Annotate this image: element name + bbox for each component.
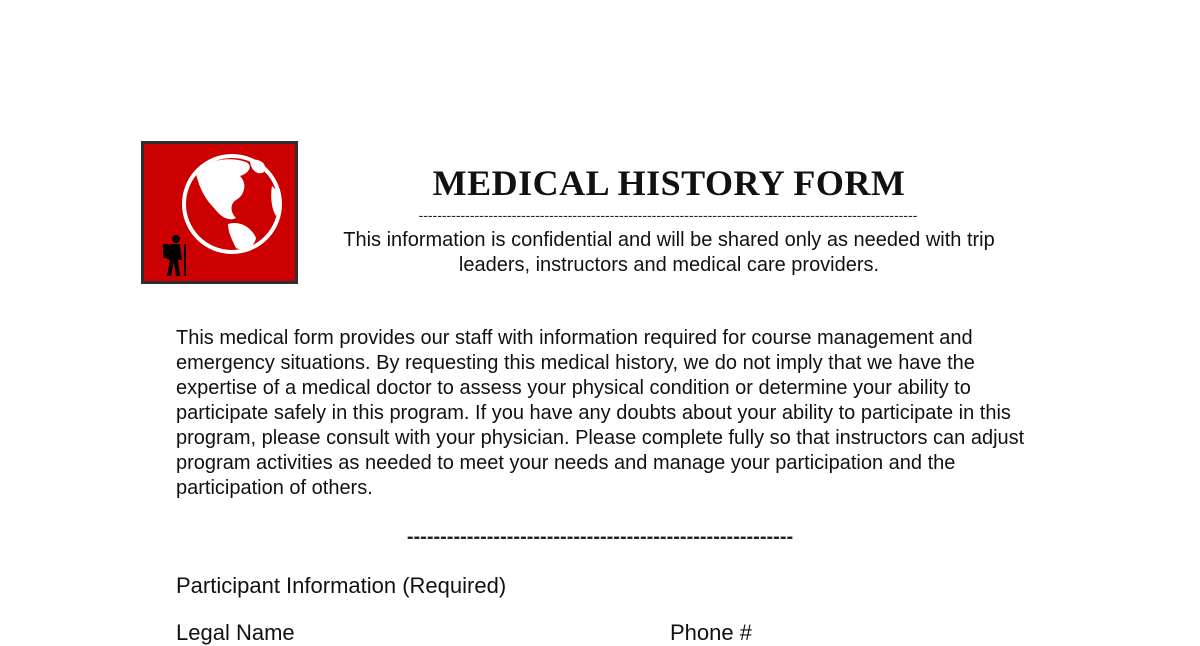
section-divider: ---------------------------------------------------------- xyxy=(406,527,794,547)
header-divider: ----------------------------------------------------------------------------------------------------------- xyxy=(418,207,918,223)
intro-paragraph: This medical form provides our staff with information required for course management and emergency situations. By requesting this medical history, we do not imply that we have the expertise of a medical doctor to assess your physical condition or determine your ability to participate safely in this program. If you have any doubts about your ability to participate in this program, please consult with your physician. Please complete fully so that instructors can adjust program activities as needed to meet your needs and manage your participation and the participation of others. xyxy=(176,327,1025,499)
confidential-notice: This information is confidential and will be shared only as needed with trip leaders, instructors and medical care providers. xyxy=(343,229,995,276)
participant-section-heading: Participant Information (Required) xyxy=(176,573,507,598)
form-title: MEDICAL HISTORY FORM xyxy=(432,163,906,203)
phone-label: Phone # xyxy=(670,620,752,645)
globe-hiker-icon xyxy=(144,144,295,281)
legal-name-label: Legal Name xyxy=(176,620,295,645)
organization-logo xyxy=(141,141,298,284)
